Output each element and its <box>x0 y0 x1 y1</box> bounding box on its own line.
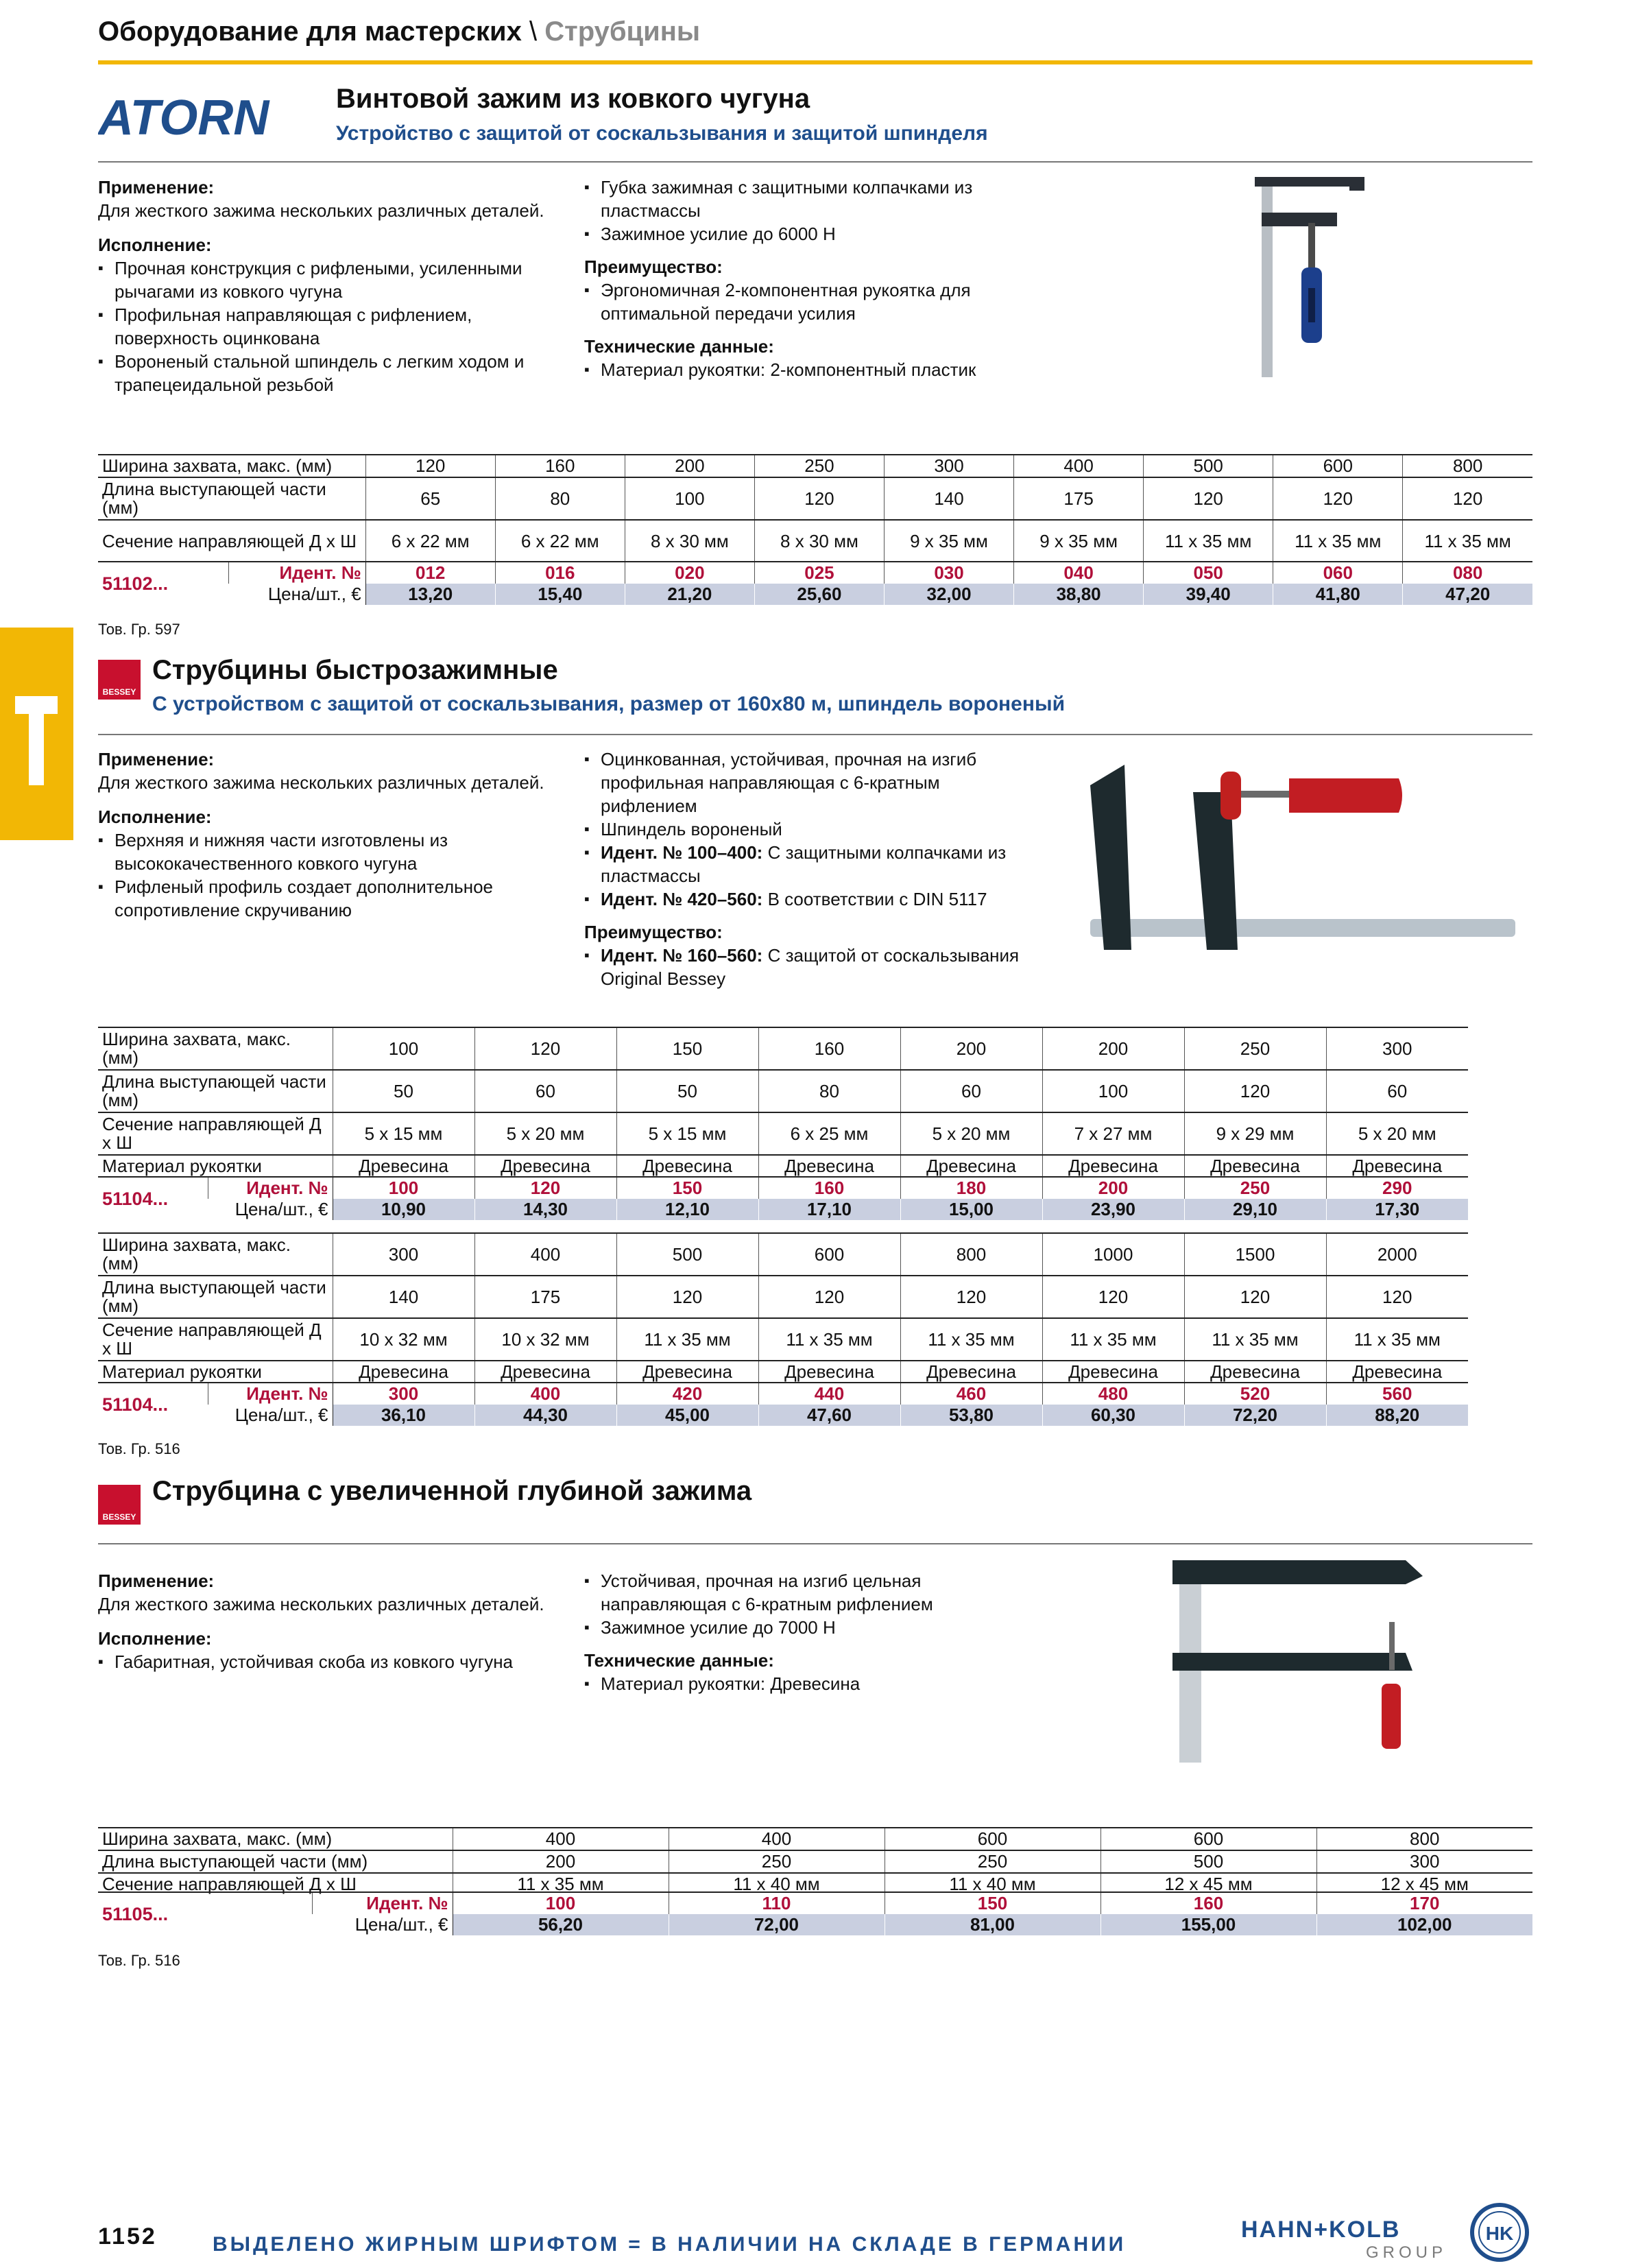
article-number: 51104... <box>98 1177 208 1220</box>
table-cell: 102,00 <box>1316 1914 1532 1935</box>
table-cell: 25,60 <box>754 584 884 605</box>
table-cell: 160 <box>758 1027 900 1070</box>
category-tab <box>0 628 73 840</box>
table-cell: Сечение направляющей Д x Ш <box>98 520 365 562</box>
table-cell: 040 <box>1014 562 1144 584</box>
execution-item: ▪ Габаритная, устойчивая скоба из ковкого чугуна <box>98 1650 571 1673</box>
table-cell: 11 x 35 мм <box>1144 520 1273 562</box>
header-separator: \ <box>529 16 538 47</box>
table-cell: 11 x 35 мм <box>1326 1318 1468 1361</box>
page-number: 1152 <box>98 2223 157 2249</box>
feature-item <box>584 817 1030 841</box>
section3-rule <box>98 1543 1532 1544</box>
table-cell: 800 <box>1316 1828 1532 1850</box>
table-cell: 10,90 <box>333 1199 474 1220</box>
table-cell: 175 <box>474 1276 616 1318</box>
price-label: Цена/шт., € <box>208 1405 333 1426</box>
table-cell: 400 <box>453 1828 669 1850</box>
table-cell: 15,00 <box>900 1199 1042 1220</box>
advantage-item: ▪ Эргономичная 2-компонентная рукоятка для оптимальной передачи усилия <box>584 278 1030 325</box>
table-cell: 1500 <box>1184 1233 1326 1276</box>
section1-spec-table <box>98 454 1532 562</box>
table-cell: 520 <box>1184 1383 1326 1405</box>
id-label: Идент. № <box>312 1892 453 1914</box>
section2-rule <box>98 734 1532 735</box>
table-cell: 5 x 20 мм <box>1326 1112 1468 1155</box>
table-cell: 5 x 20 мм <box>900 1112 1042 1155</box>
feature-item <box>584 887 1030 911</box>
feature-item: ▪ Зажимное усилие до 7000 Н <box>584 1616 1050 1639</box>
table-cell: 100 <box>625 477 754 520</box>
id-label: Идент. № <box>208 1383 333 1405</box>
text-fragment: С защитой от соскальзывания Original Bessey <box>601 945 1020 989</box>
table-cell: Древесина <box>758 1361 900 1383</box>
execution-item: ▪ Рифленый профиль создает дополнительное сопротивление скручиванию <box>98 875 571 922</box>
table-cell: Ширина захвата, макс. (мм) <box>98 1027 333 1070</box>
table-cell: 110 <box>669 1892 885 1914</box>
price-label: Цена/шт., € <box>228 584 365 605</box>
table-cell: 60 <box>900 1070 1042 1112</box>
table-cell: 016 <box>495 562 625 584</box>
table-cell: 170 <box>1316 1892 1532 1914</box>
table-cell: 12 x 45 мм <box>1100 1873 1316 1895</box>
hk-emblem-text: HK <box>1485 2223 1514 2244</box>
price-row <box>98 1199 1468 1220</box>
article-number: 51104... <box>98 1383 208 1426</box>
table-cell: 6 x 22 мм <box>495 520 625 562</box>
table-cell: Ширина захвата, макс. (мм) <box>98 455 365 477</box>
product-image-deep-clamp <box>1159 1550 1433 1763</box>
bessey-logo: BESSEY <box>98 1485 141 1525</box>
table-cell: Древесина <box>1326 1155 1468 1177</box>
product-image-bessey-clamp <box>1083 744 1522 957</box>
table-cell: 160 <box>1100 1892 1316 1914</box>
article-number: 51102... <box>98 562 228 605</box>
execution-item: ▪ Прочная конструкция с рифлеными, усиленными рычагами из ковкого чугуна <box>98 256 571 303</box>
section1-col1 <box>98 176 571 396</box>
table-cell: 5 x 15 мм <box>333 1112 474 1155</box>
company-group: GROUP <box>1365 2243 1447 2262</box>
text-fragment: Идент. № 100–400: <box>601 842 763 863</box>
id-row <box>98 1177 1468 1199</box>
table-cell: 10 x 32 мм <box>333 1318 474 1361</box>
section1-order-table <box>98 561 1532 605</box>
feature-item <box>584 748 1030 817</box>
company-name: HAHN+KOLB <box>1241 2217 1401 2243</box>
table-cell: 2000 <box>1326 1233 1468 1276</box>
table-cell: Сечение направляющей Д x Ш <box>98 1318 333 1361</box>
id-row <box>98 562 1532 584</box>
page-header <box>98 16 700 47</box>
table-cell: 11 x 35 мм <box>1403 520 1532 562</box>
table-cell: 120 <box>754 477 884 520</box>
table-cell: Длина выступающей части (мм) <box>98 1276 333 1318</box>
application-heading: Применение: <box>98 177 215 198</box>
table-cell: 025 <box>754 562 884 584</box>
atorn-logo-text: ATORN <box>98 91 269 143</box>
table-cell: 600 <box>1100 1828 1316 1850</box>
table-cell: 160 <box>495 455 625 477</box>
table-cell: 11 x 35 мм <box>1184 1318 1326 1361</box>
table-cell: 460 <box>900 1383 1042 1405</box>
table-cell: 50 <box>616 1070 758 1112</box>
table-cell: 88,20 <box>1326 1405 1468 1426</box>
table-cell: 36,10 <box>333 1405 474 1426</box>
table-cell: 120 <box>900 1276 1042 1318</box>
feature-item: ▪ Устойчивая, прочная на изгиб цельная направляющая с 6-кратным рифлением <box>584 1569 1050 1616</box>
table-cell: 11 x 35 мм <box>453 1873 669 1895</box>
table-cell: 250 <box>885 1850 1100 1873</box>
section3-order-table <box>98 1891 1532 1935</box>
table-cell: 400 <box>669 1828 885 1850</box>
table-cell: Древесина <box>758 1155 900 1177</box>
table-cell: 12 x 45 мм <box>1316 1873 1532 1895</box>
table-cell: 440 <box>758 1383 900 1405</box>
table-cell: 300 <box>884 455 1013 477</box>
tech-heading: Технические данные: <box>584 336 774 357</box>
table-cell: 800 <box>1403 455 1532 477</box>
table-cell: 600 <box>1273 455 1403 477</box>
execution-item: ▪ Верхняя и нижняя части изготовлены из высококачественного ковкого чугуна <box>98 828 571 875</box>
table-cell: 65 <box>365 477 495 520</box>
table-cell: 120 <box>1326 1276 1468 1318</box>
table-cell: Материал рукоятки <box>98 1155 333 1177</box>
table-cell: 140 <box>333 1276 474 1318</box>
table-cell: 120 <box>1184 1276 1326 1318</box>
table-cell: 47,60 <box>758 1405 900 1426</box>
table-cell: 11 x 35 мм <box>1273 520 1403 562</box>
table-cell: Древесина <box>333 1361 474 1383</box>
table-cell: Древесина <box>1326 1361 1468 1383</box>
text-fragment: Шпиндель вороненый <box>601 819 782 839</box>
table-cell: 60 <box>474 1070 616 1112</box>
section2-spec-table-b <box>98 1232 1468 1383</box>
table-cell: Древесина <box>1184 1361 1326 1383</box>
table-cell: 5 x 15 мм <box>616 1112 758 1155</box>
table-cell: 150 <box>885 1892 1100 1914</box>
header-title: Оборудование для мастерских <box>98 16 522 47</box>
table-cell: 56,20 <box>453 1914 669 1935</box>
section3-col1 <box>98 1569 571 1673</box>
table-row <box>98 1850 1532 1873</box>
application-heading: Применение: <box>98 749 215 769</box>
section1-col2 <box>584 176 1030 381</box>
table-cell: 200 <box>625 455 754 477</box>
table-cell: 72,20 <box>1184 1405 1326 1426</box>
table-cell: 32,00 <box>884 584 1013 605</box>
table-cell: 8 x 30 мм <box>754 520 884 562</box>
table-cell: 500 <box>616 1233 758 1276</box>
feature-item: ▪ Губка зажимная с защитными колпачками из пластмассы <box>584 176 1030 222</box>
table-cell: 44,30 <box>474 1405 616 1426</box>
id-row <box>98 1892 1532 1914</box>
table-cell: 100 <box>453 1892 669 1914</box>
section2-subtitle: С устройством с защитой от соскальзывания, размер от 160x80 м, шпиндель вороненый <box>152 693 1066 715</box>
table-cell: 6 x 22 мм <box>365 520 495 562</box>
table-cell: 11 x 40 мм <box>885 1873 1100 1895</box>
text-fragment: В соответствии с DIN 5117 <box>762 889 987 909</box>
application-text: Для жесткого зажима нескольких различных деталей. <box>98 772 544 793</box>
product-group: Тов. Гр. 516 <box>98 1952 180 1969</box>
table-cell: 120 <box>1042 1276 1184 1318</box>
table-cell: 80 <box>495 477 625 520</box>
text-fragment: С защитными колпачками из пластмассы <box>601 842 1007 886</box>
table-cell: 6 x 25 мм <box>758 1112 900 1155</box>
table-cell: 11 x 35 мм <box>1042 1318 1184 1361</box>
id-label: Идент. № <box>228 562 365 584</box>
table-cell: 300 <box>333 1383 474 1405</box>
table-row <box>98 477 1532 520</box>
text-fragment: Идент. № 160–560: <box>601 945 763 966</box>
id-label: Идент. № <box>208 1177 333 1199</box>
table-cell: Древесина <box>616 1155 758 1177</box>
application-text: Для жесткого зажима нескольких различных деталей. <box>98 200 544 221</box>
application-heading: Применение: <box>98 1571 215 1591</box>
table-cell: 80 <box>758 1070 900 1112</box>
table-cell: Длина выступающей части (мм) <box>98 1850 453 1873</box>
table-row <box>98 1233 1468 1276</box>
tech-item: ▪ Материал рукоятки: Древесина <box>584 1672 1050 1695</box>
table-cell: 17,30 <box>1326 1199 1468 1220</box>
table-cell: 9 x 35 мм <box>884 520 1013 562</box>
product-group: Тов. Гр. 516 <box>98 1440 180 1457</box>
table-cell: 29,10 <box>1184 1199 1326 1220</box>
table-cell: 480 <box>1042 1383 1184 1405</box>
text-fragment: Идент. № 420–560: <box>601 889 763 909</box>
product-group: Тов. Гр. 597 <box>98 621 180 638</box>
section3-spec-table <box>98 1827 1532 1895</box>
article-number: 51105... <box>98 1892 312 1935</box>
table-cell: 020 <box>625 562 754 584</box>
section1-title: Винтовой зажим из ковкого чугуна <box>336 84 810 114</box>
table-cell: 155,00 <box>1100 1914 1316 1935</box>
table-cell: 81,00 <box>885 1914 1100 1935</box>
section2-col2 <box>584 748 1030 990</box>
table-cell: 300 <box>1326 1027 1468 1070</box>
table-cell: 600 <box>885 1828 1100 1850</box>
table-cell: 200 <box>453 1850 669 1873</box>
table-row <box>98 1155 1468 1177</box>
table-cell: 400 <box>1014 455 1144 477</box>
advantage-heading: Преимущество: <box>584 256 723 277</box>
table-cell: Длина выступающей части (мм) <box>98 477 365 520</box>
table-cell: 120 <box>1144 477 1273 520</box>
table-cell: Древесина <box>1042 1361 1184 1383</box>
price-label: Цена/шт., € <box>312 1914 453 1935</box>
hahn-kolb-logo <box>1241 2217 1467 2263</box>
table-row <box>98 1318 1468 1361</box>
table-row <box>98 455 1532 477</box>
section2-col1 <box>98 748 571 922</box>
table-cell: Ширина захвата, макс. (мм) <box>98 1233 333 1276</box>
table-cell: 39,40 <box>1144 584 1273 605</box>
table-row <box>98 520 1532 562</box>
table-cell: 250 <box>669 1850 885 1873</box>
table-cell: 15,40 <box>495 584 625 605</box>
table-cell: Древесина <box>1042 1155 1184 1177</box>
table-cell: 9 x 29 мм <box>1184 1112 1326 1155</box>
table-cell: 120 <box>758 1276 900 1318</box>
table-cell: 100 <box>333 1177 474 1199</box>
table-cell: Древесина <box>900 1155 1042 1177</box>
header-rule <box>98 60 1532 64</box>
section1-rule <box>98 161 1532 163</box>
table-cell: Длина выступающей части (мм) <box>98 1070 333 1112</box>
table-cell: 120 <box>365 455 495 477</box>
table-cell: 200 <box>900 1027 1042 1070</box>
feature-item: ▪ Зажимное усилие до 6000 Н <box>584 222 1030 246</box>
table-cell: 38,80 <box>1014 584 1144 605</box>
table-cell: 500 <box>1144 455 1273 477</box>
table-cell: 050 <box>1144 562 1273 584</box>
table-cell: 120 <box>474 1027 616 1070</box>
table-cell: 17,10 <box>758 1199 900 1220</box>
table-cell: 080 <box>1403 562 1532 584</box>
table-cell: 12,10 <box>616 1199 758 1220</box>
table-cell: Древесина <box>900 1361 1042 1383</box>
table-cell: Древесина <box>1184 1155 1326 1177</box>
table-cell: 11 x 35 мм <box>900 1318 1042 1361</box>
table-row <box>98 1361 1468 1383</box>
table-cell: 420 <box>616 1383 758 1405</box>
table-row <box>98 1112 1468 1155</box>
table-cell: 200 <box>1042 1027 1184 1070</box>
table-cell: 72,00 <box>669 1914 885 1935</box>
table-cell: 120 <box>1403 477 1532 520</box>
table-cell: 300 <box>1316 1850 1532 1873</box>
execution-item: ▪ Вороненый стальной шпиндель с легким ходом и трапецеидальной резьбой <box>98 350 571 396</box>
table-cell: 600 <box>758 1233 900 1276</box>
tech-item: ▪ Материал рукоятки: 2-компонентный пластик <box>584 358 1030 381</box>
table-cell: 7 x 27 мм <box>1042 1112 1184 1155</box>
table-cell: 5 x 20 мм <box>474 1112 616 1155</box>
feature-item <box>584 841 1030 887</box>
table-cell: 11 x 40 мм <box>669 1873 885 1895</box>
table-cell: 100 <box>333 1027 474 1070</box>
table-cell: 150 <box>616 1027 758 1070</box>
table-cell: 10 x 32 мм <box>474 1318 616 1361</box>
table-cell: 400 <box>474 1383 616 1405</box>
table-cell: 012 <box>365 562 495 584</box>
table-cell: 500 <box>1100 1850 1316 1873</box>
table-cell: 21,20 <box>625 584 754 605</box>
id-row <box>98 1383 1468 1405</box>
table-cell: 47,20 <box>1403 584 1532 605</box>
application-text: Для жесткого зажима нескольких различных деталей. <box>98 1594 544 1614</box>
table-cell: 45,00 <box>616 1405 758 1426</box>
stock-note: ВЫДЕЛЕНО ЖИРНЫМ ШРИФТОМ = В НАЛИЧИИ НА СКЛАДЕ В ГЕРМАНИИ <box>213 2233 1127 2256</box>
table-cell: Древесина <box>474 1361 616 1383</box>
table-row <box>98 1276 1468 1318</box>
price-label: Цена/шт., € <box>208 1199 333 1220</box>
price-row <box>98 1914 1532 1935</box>
table-cell: 560 <box>1326 1383 1468 1405</box>
section2-spec-table-a <box>98 1027 1468 1177</box>
section1-subtitle: Устройство с защитой от соскальзывания и защитой шпинделя <box>336 122 988 145</box>
table-row <box>98 1027 1468 1070</box>
execution-item: ▪ Профильная направляющая с рифлением, поверхность оцинкована <box>98 303 571 350</box>
table-cell: 14,30 <box>474 1199 616 1220</box>
table-cell: Сечение направляющей Д x Ш <box>98 1112 333 1155</box>
table-cell: 1000 <box>1042 1233 1184 1276</box>
table-cell: Ширина захвата, макс. (мм) <box>98 1828 453 1850</box>
table-cell: 120 <box>616 1276 758 1318</box>
table-cell: 290 <box>1326 1177 1468 1199</box>
table-row <box>98 1828 1532 1850</box>
table-cell: 030 <box>884 562 1013 584</box>
execution-heading: Исполнение: <box>98 807 212 827</box>
atorn-logo <box>98 89 324 143</box>
table-cell: 11 x 35 мм <box>616 1318 758 1361</box>
table-cell: 41,80 <box>1273 584 1403 605</box>
table-cell: 140 <box>884 477 1013 520</box>
table-cell: Древесина <box>616 1361 758 1383</box>
price-row <box>98 584 1532 605</box>
table-cell: 120 <box>1184 1070 1326 1112</box>
table-cell: 180 <box>900 1177 1042 1199</box>
table-cell: 120 <box>474 1177 616 1199</box>
table-cell: Материал рукоятки <box>98 1361 333 1383</box>
header-subtitle: Струбцины <box>544 16 701 47</box>
table-cell: Сечение направляющей Д x Ш <box>98 1873 453 1895</box>
table-cell: 175 <box>1014 477 1144 520</box>
table-cell: 8 x 30 мм <box>625 520 754 562</box>
table-cell: 800 <box>900 1233 1042 1276</box>
table-cell: 50 <box>333 1070 474 1112</box>
table-cell: 60 <box>1326 1070 1468 1112</box>
table-cell: 60,30 <box>1042 1405 1184 1426</box>
price-row <box>98 1405 1468 1426</box>
table-cell: 060 <box>1273 562 1403 584</box>
table-cell: 120 <box>1273 477 1403 520</box>
section3-col2 <box>584 1569 1050 1695</box>
table-cell: 250 <box>1184 1177 1326 1199</box>
table-row <box>98 1070 1468 1112</box>
hk-emblem <box>1469 2201 1530 2263</box>
table-cell: 300 <box>333 1233 474 1276</box>
execution-heading: Исполнение: <box>98 235 212 255</box>
table-cell: 150 <box>616 1177 758 1199</box>
table-cell: Древесина <box>474 1155 616 1177</box>
table-cell: 250 <box>1184 1027 1326 1070</box>
table-cell: 9 x 35 мм <box>1014 520 1144 562</box>
tech-heading: Технические данные: <box>584 1650 774 1671</box>
table-cell: 23,90 <box>1042 1199 1184 1220</box>
table-cell: 200 <box>1042 1177 1184 1199</box>
table-cell: Древесина <box>333 1155 474 1177</box>
table-cell: 13,20 <box>365 584 495 605</box>
product-image-atorn-clamp <box>1234 171 1392 384</box>
table-cell: 400 <box>474 1233 616 1276</box>
table-cell: 100 <box>1042 1070 1184 1112</box>
advantage-heading: Преимущество: <box>584 922 723 942</box>
table-cell: 250 <box>754 455 884 477</box>
table-cell: 53,80 <box>900 1405 1042 1426</box>
bessey-logo: BESSEY <box>98 660 141 700</box>
hammer-icon <box>0 628 73 840</box>
table-cell: 11 x 35 мм <box>758 1318 900 1361</box>
execution-heading: Исполнение: <box>98 1628 212 1649</box>
table-cell: 160 <box>758 1177 900 1199</box>
section3-title: Струбцина с увеличенной глубиной зажима <box>152 1476 752 1506</box>
section2-order-table-b <box>98 1382 1468 1426</box>
section2-order-table-a <box>98 1176 1468 1220</box>
advantage-item <box>584 944 1030 990</box>
text-fragment: Оцинкованная, устойчивая, прочная на изгиб профильная направляющая с 6-кратным рифлением <box>601 749 977 816</box>
section2-title: Струбцины быстрозажимные <box>152 655 558 685</box>
